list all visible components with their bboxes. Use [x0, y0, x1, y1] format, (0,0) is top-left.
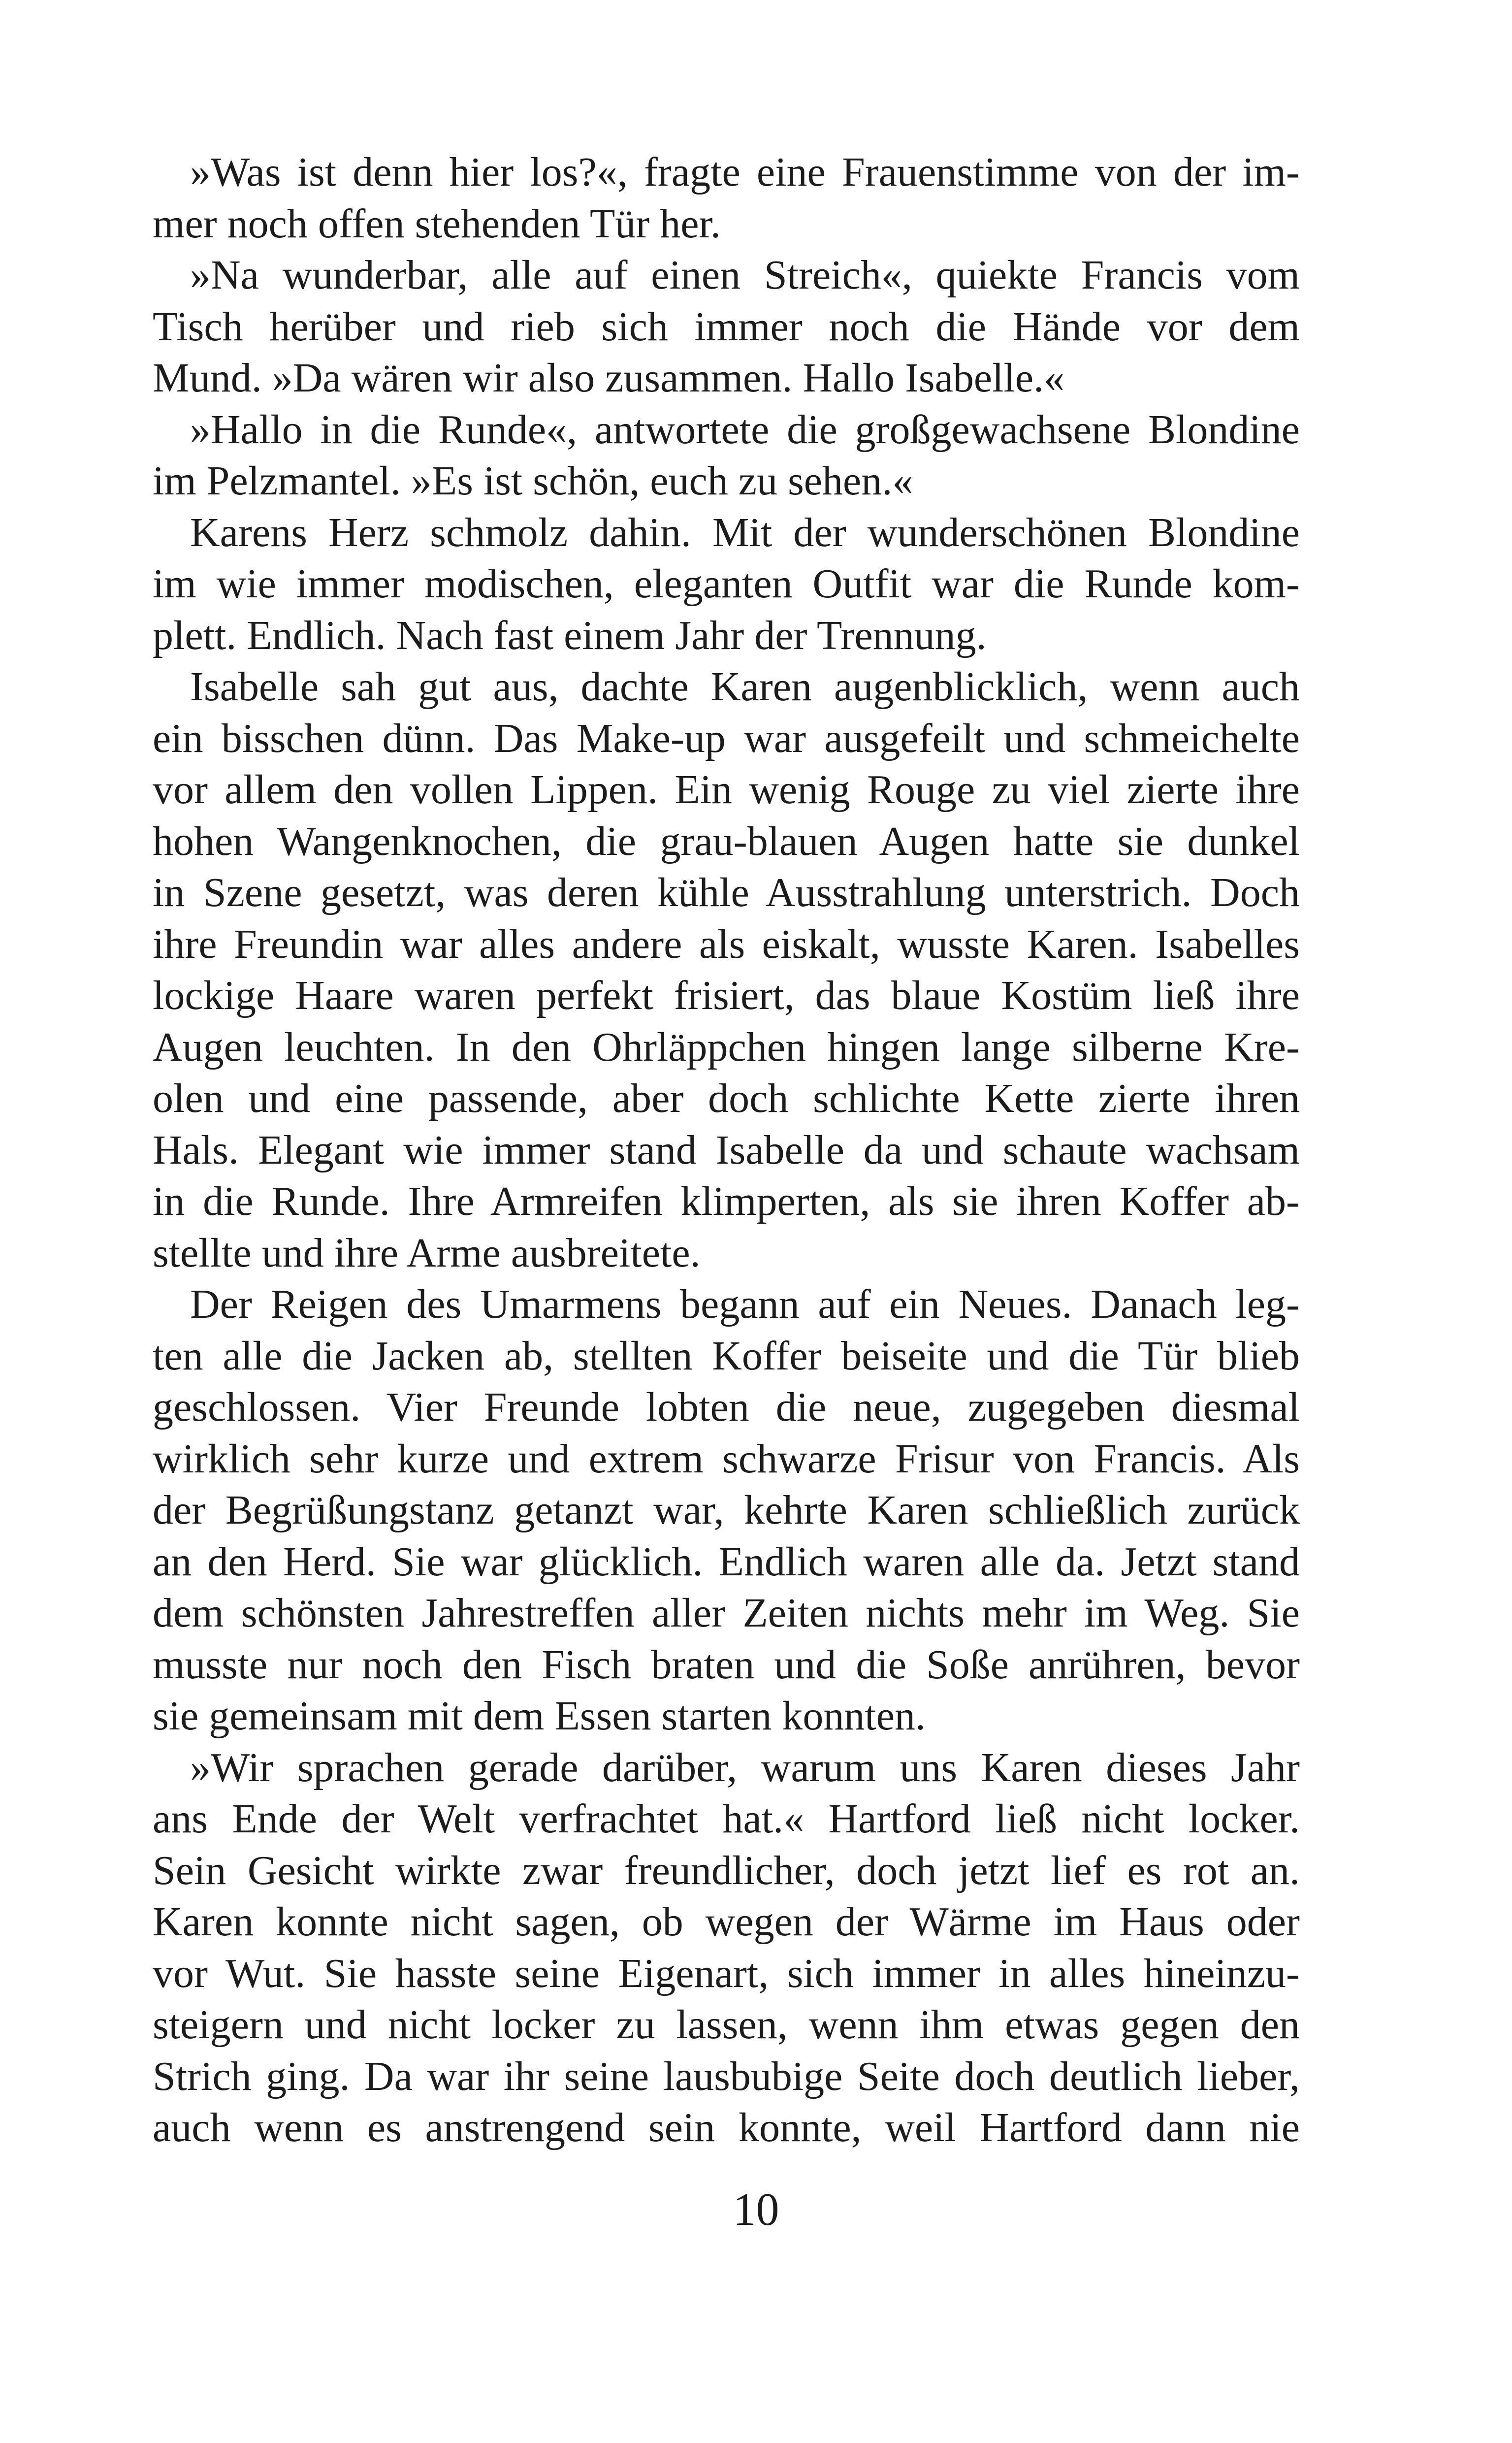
text-line: der Begrüßungstanz getanzt war, kehrte Karen schließlich zurück: [153, 1487, 1300, 1533]
text-line: vor Wut. Sie hasste seine Eigenart, sich immer in alles hineinzu-: [153, 1950, 1300, 1996]
text-line: in die Runde. Ihre Armreifen klimperten, als sie ihren Koffer ab-: [153, 1178, 1300, 1224]
body-text: [153, 147, 1300, 2154]
text-line: ein bisschen dünn. Das Make-up war ausgefeilt und schmeichelte: [153, 715, 1300, 761]
text-line: Augen leuchten. In den Ohrläppchen hingen lange silberne Kre-: [153, 1024, 1300, 1070]
text-line: »Hallo in die Runde«, antwortete die großgewachsene Blondine: [190, 406, 1300, 453]
text-line: Karen konnte nicht sagen, ob wegen der Wärme im Haus oder: [153, 1899, 1300, 1945]
text-line: Hals. Elegant wie immer stand Isabelle da und schaute wachsam: [153, 1127, 1300, 1173]
text-line: Sein Gesicht wirkte zwar freundlicher, doch jetzt lief es rot an.: [153, 1847, 1300, 1893]
text-line: Strich ging. Da war ihr seine lausbubige Seite doch deutlich lieber,: [153, 2053, 1300, 2099]
text-line: Der Reigen des Umarmens begann auf ein Neues. Danach leg-: [190, 1281, 1300, 1327]
text-line: auch wenn es anstrengend sein konnte, weil Hartford dann nie: [153, 2105, 1300, 2150]
text-line: »Was ist denn hier los?«, fragte eine Frauenstimme von der im-: [190, 149, 1300, 195]
page-number: 10: [733, 2184, 779, 2235]
text-line: ihre Freundin war alles andere als eiskalt, wusste Karen. Isabelles: [153, 921, 1300, 967]
text-line: sie gemeinsam mit dem Essen starten konnten.: [153, 1693, 926, 1739]
text-line: im Pelzmantel. »Es ist schön, euch zu sehen.«: [153, 458, 913, 504]
text-line: mer noch offen stehenden Tür her.: [153, 200, 721, 247]
text-line: ans Ende der Welt verfrachtet hat.« Hartford ließ nicht locker.: [153, 1796, 1300, 1842]
text-line: wirklich sehr kurze und extrem schwarze Frisur von Francis. Als: [153, 1435, 1300, 1482]
text-line: »Na wunderbar, alle auf einen Streich«, quiekte Francis vom: [190, 252, 1300, 298]
text-line: hohen Wangenknochen, die grau-blauen Augen hatte sie dunkel: [153, 818, 1300, 864]
text-line: lockige Haare waren perfekt frisiert, das blaue Kostüm ließ ihre: [153, 973, 1300, 1018]
text-line: geschlossen. Vier Freunde lobten die neue, zugegeben diesmal: [153, 1384, 1300, 1430]
text-line: in Szene gesetzt, was deren kühle Ausstrahlung unterstrich. Doch: [153, 870, 1300, 915]
text-line: plett. Endlich. Nach fast einem Jahr der Trennung.: [153, 612, 987, 658]
text-line: Isabelle sah gut aus, dachte Karen augenblicklich, wenn auch: [190, 664, 1300, 710]
text-line: stellte und ihre Arme ausbreitete.: [153, 1230, 701, 1276]
text-line: Mund. »Da wären wir also zusammen. Hallo Isabelle.«: [153, 355, 1065, 401]
text-line: vor allem den vollen Lippen. Ein wenig Rouge zu viel zierte ihre: [153, 767, 1300, 813]
text-line: »Wir sprachen gerade darüber, warum uns Karen dieses Jahr: [190, 1744, 1300, 1791]
text-line: ten alle die Jacken ab, stellten Koffer beiseite und die Tür blieb: [153, 1333, 1300, 1379]
text-line: Karens Herz schmolz dahin. Mit der wunderschönen Blondine: [190, 509, 1300, 555]
text-line: olen und eine passende, aber doch schlichte Kette zierte ihren: [153, 1075, 1300, 1121]
text-line: im wie immer modischen, eleganten Outfit war die Runde kom-: [153, 561, 1300, 607]
text-line: steigern und nicht locker zu lassen, wenn ihm etwas gegen den: [153, 2002, 1300, 2048]
text-line: an den Herd. Sie war glücklich. Endlich waren alle da. Jetzt stand: [153, 1538, 1300, 1585]
text-line: musste nur noch den Fisch braten und die Soße anrühren, bevor: [153, 1641, 1300, 1688]
text-line: dem schönsten Jahrestreffen aller Zeiten nichts mehr im Weg. Sie: [153, 1590, 1300, 1636]
text-line: Tisch herüber und rieb sich immer noch die Hände vor dem: [153, 303, 1300, 350]
